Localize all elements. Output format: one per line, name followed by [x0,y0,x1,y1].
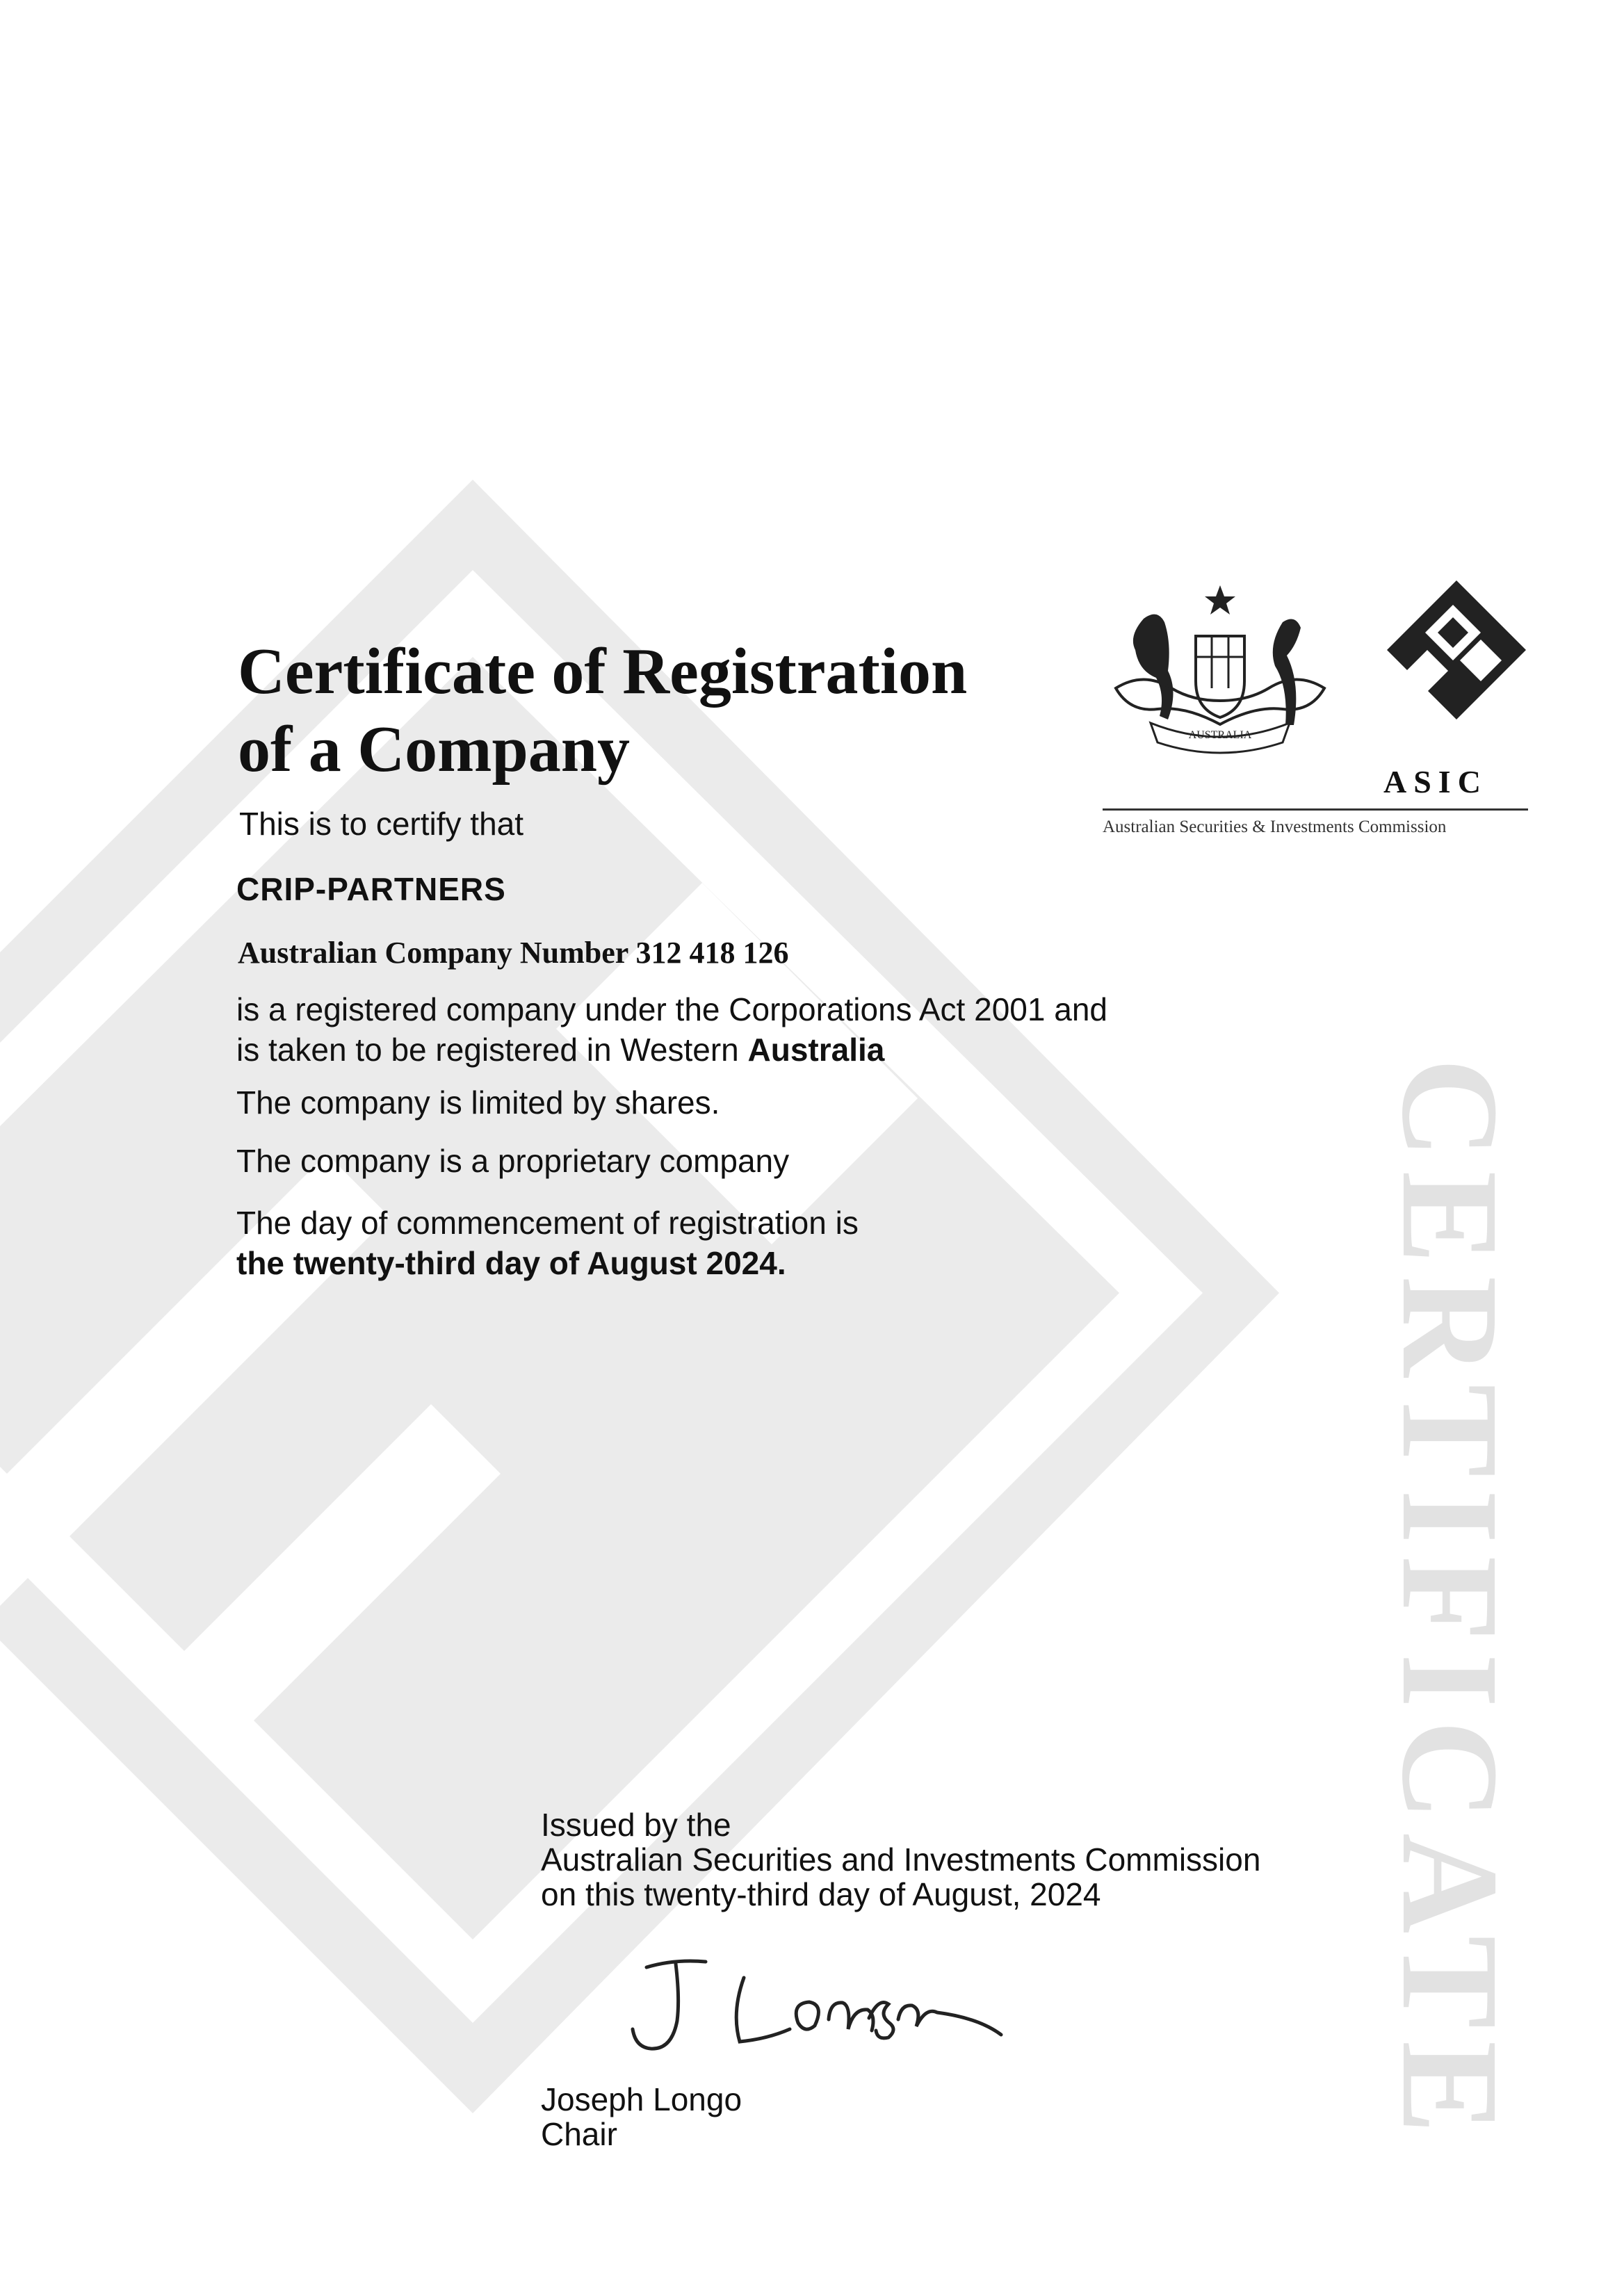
issued-line-1: Issued by the [541,1807,731,1843]
commencement-statement [236,1203,859,1283]
crest-banner-label: AUSTRALIA [1188,729,1252,741]
coat-of-arms-icon [1116,585,1324,753]
title-line-2: of a Company [238,713,631,786]
coat-of-arms-and-asic-logo [1102,577,1533,841]
certify-intro: This is to certify that [239,806,524,842]
issued-line-3: on this twenty-third day of August, 2024 [541,1876,1101,1912]
registration-line-2-prefix: is taken to be registered in Western [236,1032,748,1068]
issued-line-2: Australian Securities and Investments Commission [541,1841,1261,1878]
asic-logo-text: ASIC [1383,764,1488,799]
company-number: Australian Company Number 312 418 126 [238,936,789,970]
title-line-1: Certificate of Registration [238,635,968,708]
registration-line-1: is a registered company under the Corporations Act 2001 and [236,991,1107,1027]
registration-state: Australia [747,1032,885,1068]
limited-by-statement: The company is limited by shares. [236,1084,720,1121]
signer-title: Chair [541,2116,617,2152]
asic-logo-divider [1103,808,1528,811]
commencement-intro: The day of commencement of registration is [236,1205,859,1241]
asic-diamond-icon [1387,580,1526,719]
commencement-date: the twenty-third day of August 2024. [236,1245,786,1281]
issued-by-block [541,1807,1260,1912]
certificate-side-watermark: CERTIFICATE [1373,1058,1527,2147]
registration-line-2 [236,1030,1107,1070]
signature-image [626,1950,1015,2068]
company-type-statement: The company is a proprietary company [236,1143,790,1179]
certificate-title [238,633,967,788]
signer-block [541,2082,742,2151]
asic-full-name: Australian Securities & Investments Commission [1103,817,1447,836]
registration-statement [236,989,1107,1070]
company-name: CRIP-PARTNERS [236,871,506,907]
signer-name: Joseph Longo [541,2081,742,2117]
